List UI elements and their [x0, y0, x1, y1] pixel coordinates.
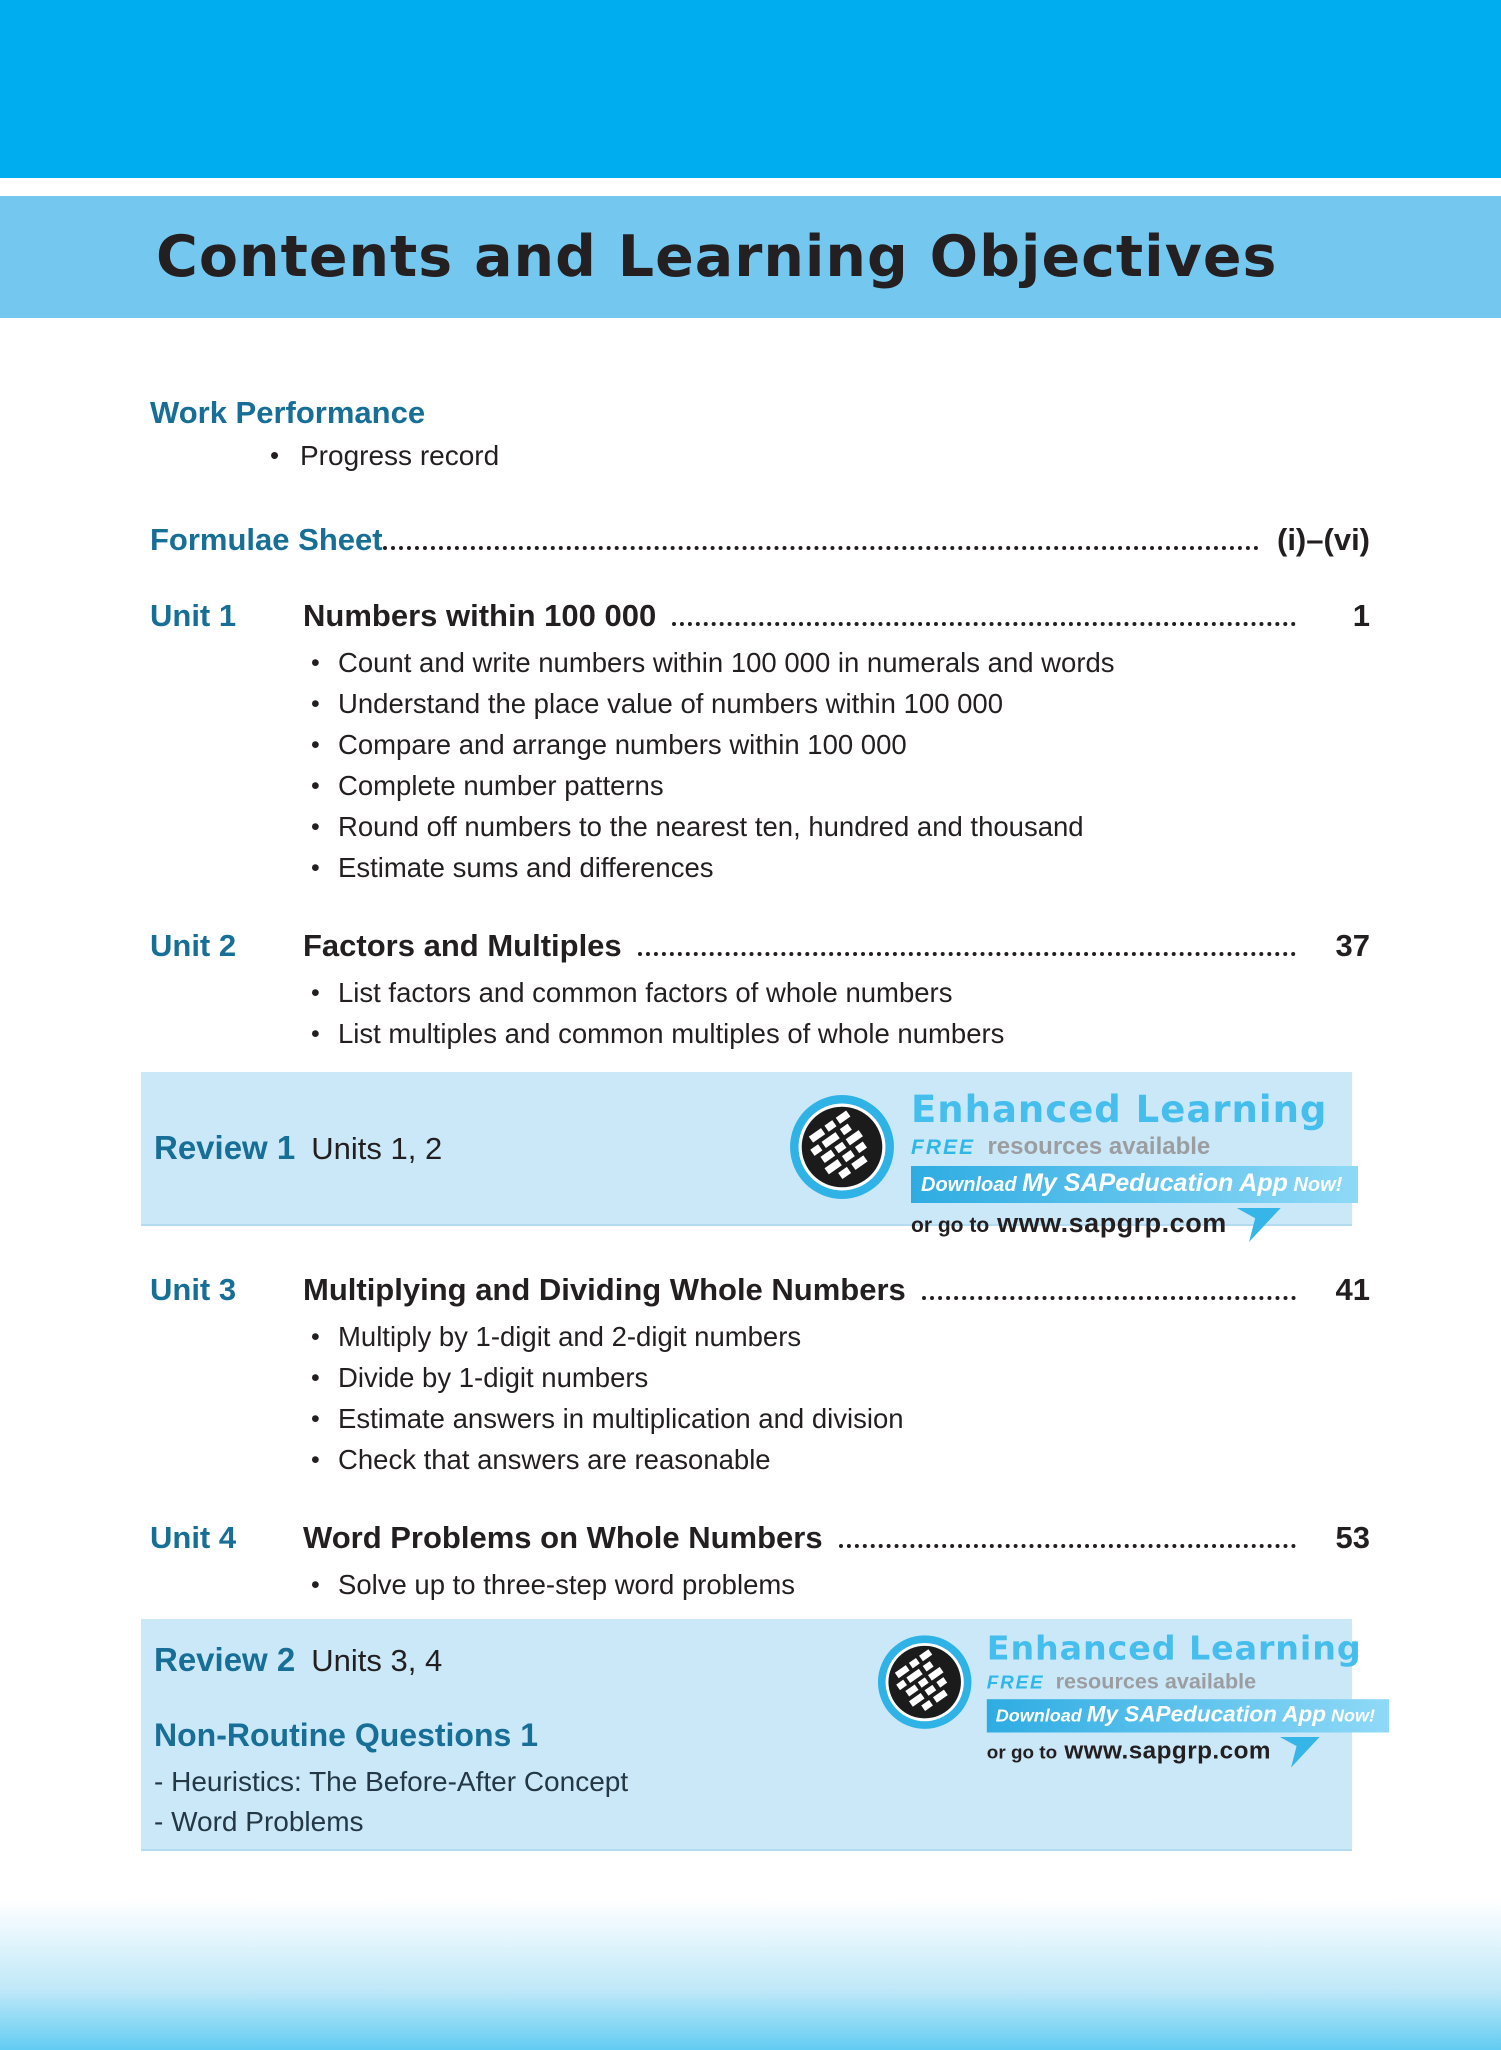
review-subtitle: Units 1, 2: [311, 1131, 443, 1166]
list-item: • Estimate sums and differences: [338, 847, 1370, 888]
website-line: [911, 1208, 1358, 1242]
header-divider: [0, 178, 1501, 196]
list-item: • Understand the place value of numbers within 100 000: [338, 683, 1370, 724]
resources-label: resources available: [1055, 1669, 1257, 1694]
unit-2-row: [150, 928, 1370, 964]
list-item: • Multiply by 1-digit and 2-digit numbers: [338, 1316, 1370, 1357]
unit-3-objectives: [150, 1316, 1370, 1480]
banner-app-name: My SAPeducation App: [1086, 1701, 1326, 1728]
list-item: • Complete number patterns: [338, 765, 1370, 806]
goto-prefix: or go to: [986, 1742, 1058, 1764]
dotted-leader: [383, 546, 1259, 550]
page-number: 53: [1335, 1520, 1370, 1555]
list-item: • Compare and arrange numbers within 100 000: [338, 724, 1370, 765]
list-item: • Solve up to three-step word problems: [338, 1564, 1370, 1605]
unit-4-row: [150, 1520, 1370, 1556]
page-title: Contents and Learning Objectives: [156, 224, 1278, 290]
enhanced-learning-text: [911, 1088, 1358, 1242]
unit-2-objectives: [150, 972, 1370, 1054]
banner-suffix: Now!: [1330, 1706, 1375, 1727]
unit-label: Unit 1: [150, 598, 237, 633]
list-item: • Check that answers are reasonable: [338, 1439, 1370, 1480]
enhanced-learning-title: Enhanced Learning: [911, 1088, 1328, 1131]
list-item: • List factors and common factors of whole numbers: [338, 972, 1370, 1013]
free-resources-line: [911, 1133, 1358, 1161]
page-number: 37: [1335, 928, 1370, 963]
sap-badge-icon: [789, 1094, 895, 1200]
work-performance-list: [150, 439, 1370, 472]
banner-suffix: Now!: [1293, 1174, 1343, 1196]
top-color-bar: [0, 0, 1501, 178]
unit-1-objectives: [150, 642, 1370, 888]
enhanced-learning-logo: [789, 1088, 1358, 1242]
non-routine-item: - Heuristics: The Before-After Concept: [154, 1766, 629, 1797]
bottom-gradient: [0, 1900, 1501, 2050]
list-item: • Divide by 1-digit numbers: [338, 1357, 1370, 1398]
list-item: • Round off numbers to the nearest ten, hundred and thousand: [338, 806, 1370, 847]
unit-title: Factors and Multiples: [303, 928, 622, 963]
website-url: www.sapgrp.com: [997, 1208, 1227, 1238]
unit-4-objectives: [150, 1564, 1370, 1605]
page-number: (i)–(vi): [1277, 522, 1370, 557]
work-performance-heading: Work Performance: [150, 395, 426, 430]
goto-prefix: or go to: [911, 1214, 990, 1237]
speech-tail-icon: [1237, 1208, 1281, 1242]
unit-1-row: [150, 598, 1370, 634]
unit-title: Word Problems on Whole Numbers: [303, 1520, 823, 1555]
review-2-band: [141, 1619, 1375, 1849]
website-line: [987, 1737, 1390, 1768]
non-routine-heading: Non-Routine Questions 1: [154, 1717, 538, 1753]
website-url: www.sapgrp.com: [1064, 1737, 1271, 1764]
list-item: • Count and write numbers within 100 000 in numerals and words: [338, 642, 1370, 683]
review-1-line: [154, 1129, 442, 1167]
free-label: FREE: [986, 1672, 1045, 1693]
banner-app-name: My SAPeducation App: [1022, 1169, 1288, 1197]
dotted-leader: [922, 1296, 1296, 1300]
download-app-banner: [911, 1166, 1358, 1203]
enhanced-learning-title: Enhanced Learning: [986, 1629, 1362, 1668]
list-item: • Estimate answers in multiplication and division: [338, 1398, 1370, 1439]
unit-3-row: [150, 1272, 1370, 1308]
review-1-band: [141, 1072, 1352, 1238]
unit-label: Unit 2: [150, 928, 237, 963]
free-label: FREE: [911, 1136, 976, 1159]
banner-prefix: Download: [995, 1706, 1082, 1727]
non-routine-item: - Word Problems: [154, 1806, 364, 1837]
enhanced-learning-text: [987, 1629, 1390, 1768]
resources-label: resources available: [987, 1133, 1211, 1160]
title-band: [0, 196, 1501, 318]
unit-label: Unit 3: [150, 1272, 237, 1307]
unit-title: Multiplying and Dividing Whole Numbers: [303, 1272, 906, 1307]
dotted-leader: [839, 1544, 1296, 1548]
list-item: • Progress record: [300, 439, 1370, 472]
enhanced-learning-logo: [877, 1629, 1389, 1768]
free-resources-line: [987, 1670, 1390, 1695]
formulae-sheet-row: [150, 522, 1370, 558]
review-subtitle: Units 3, 4: [311, 1643, 443, 1678]
sap-badge-icon: [877, 1634, 972, 1729]
list-item: • List multiples and common multiples of whole numbers: [338, 1013, 1370, 1054]
formulae-sheet-label: Formulae Sheet: [150, 522, 383, 557]
banner-prefix: Download: [921, 1174, 1017, 1196]
unit-label: Unit 4: [150, 1520, 237, 1555]
page-number: 1: [1352, 598, 1370, 633]
download-app-banner: [987, 1699, 1390, 1732]
dotted-leader: [638, 952, 1296, 956]
page-number: 41: [1335, 1272, 1370, 1307]
speech-tail-icon: [1280, 1737, 1320, 1768]
review-label: Review 1: [154, 1129, 296, 1166]
toc-content: [0, 395, 1501, 1849]
review-label: Review 2: [154, 1641, 296, 1678]
unit-title: Numbers within 100 000: [303, 598, 657, 633]
dotted-leader: [672, 622, 1296, 626]
